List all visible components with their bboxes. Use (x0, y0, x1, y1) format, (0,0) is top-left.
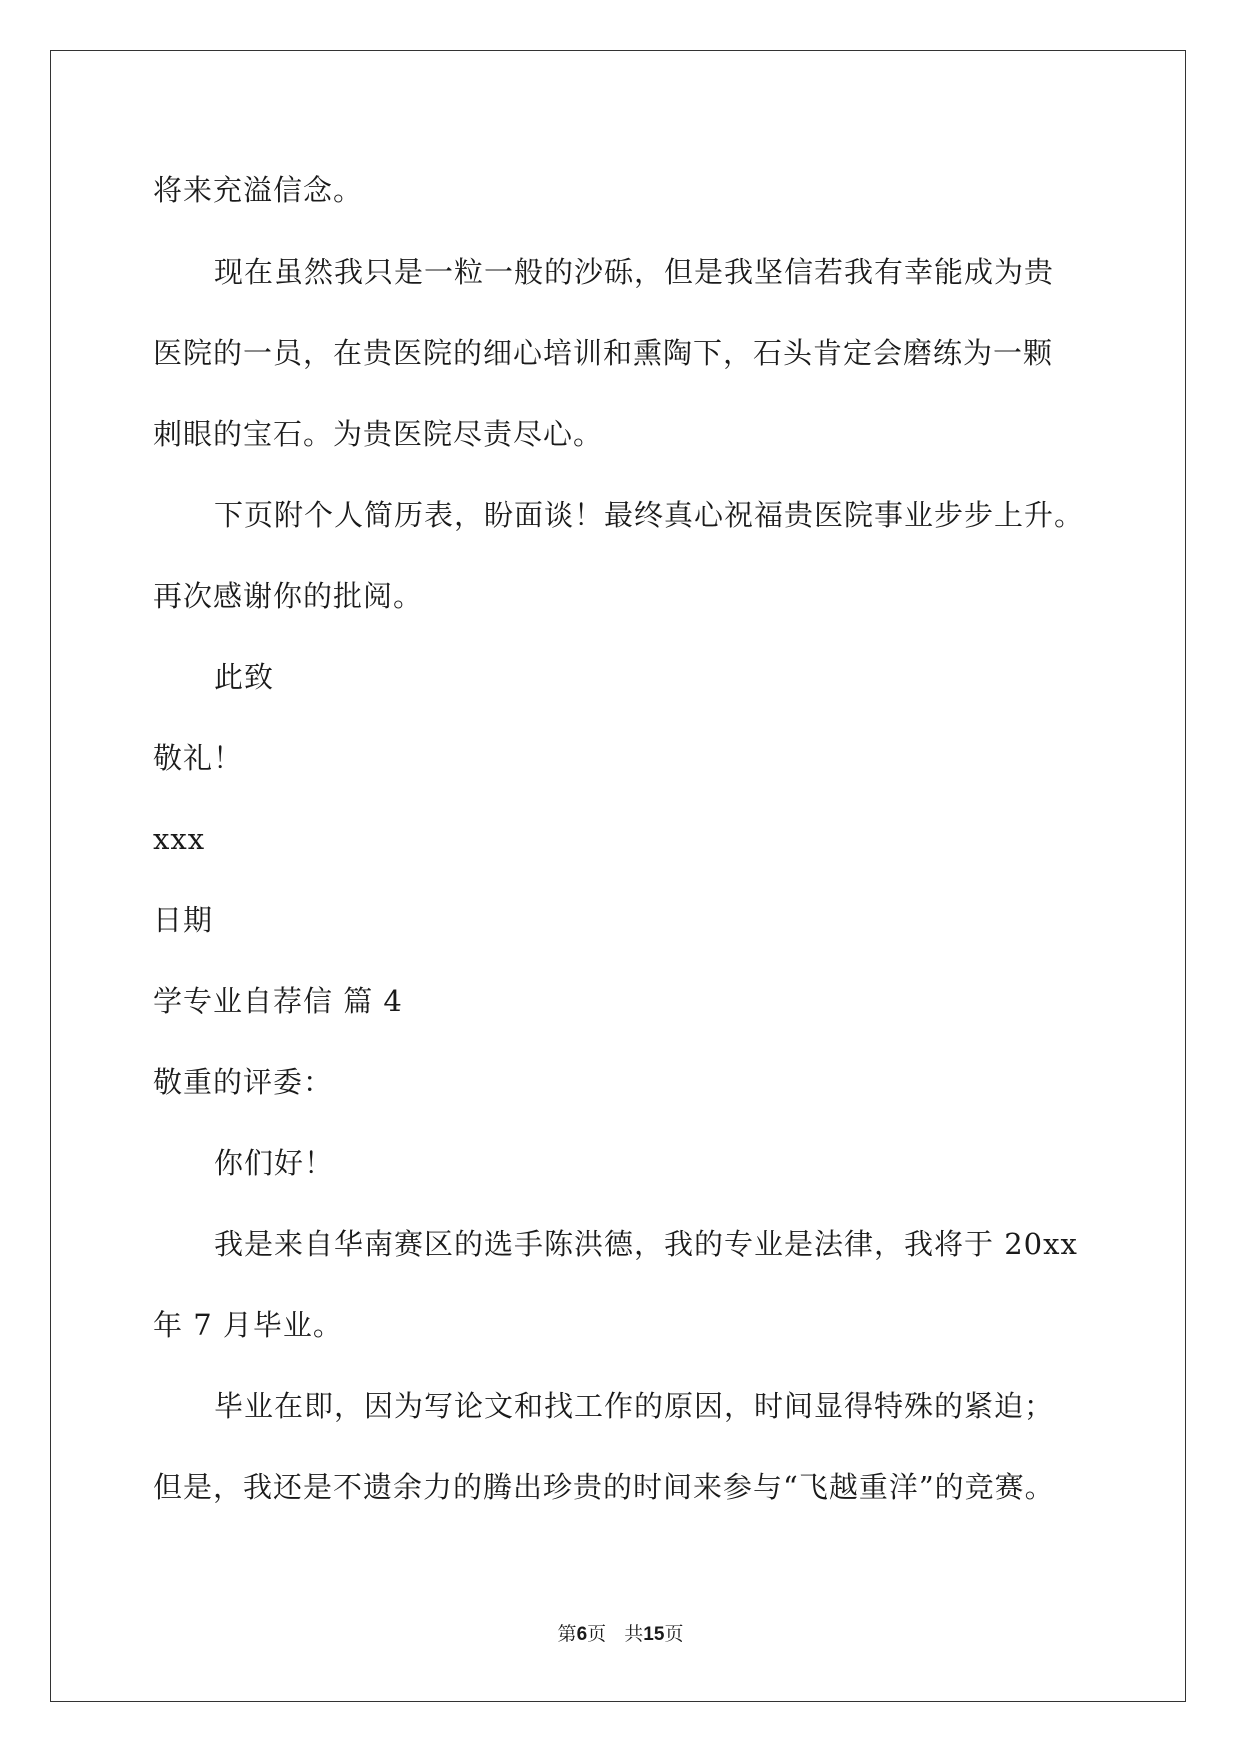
footer-page-suffix: 页 (587, 1623, 607, 1645)
current-page-number: 6 (576, 1624, 588, 1645)
page-footer (0, 1622, 1241, 1647)
body-line: 刺眼的宝石。为贵医院尽责尽心。 (153, 417, 604, 451)
body-line: 将来充溢信念。 (153, 173, 364, 207)
body-line: 年 7 月毕业。 (153, 1308, 343, 1342)
footer-total-suffix: 页 (664, 1623, 684, 1645)
body-line: 下页附个人简历表，盼面谈！最终真心祝福贵医院事业步步上升。 (214, 498, 1085, 532)
greeting-line: 敬重的评委： (153, 1065, 334, 1099)
date-line: 日期 (153, 903, 214, 937)
page-border (50, 50, 1186, 1702)
closing-line: 此致 (214, 660, 275, 694)
footer-prefix: 第 (557, 1623, 577, 1645)
total-pages-number: 15 (643, 1624, 665, 1645)
body-line: 再次感谢你的批阅。 (153, 579, 424, 613)
body-line: 我是来自华南赛区的选手陈洪德，我的专业是法律，我将于 20xx (214, 1227, 1078, 1261)
salutation-line: 敬礼！ (153, 741, 244, 775)
signature-line: xxx (153, 822, 206, 856)
body-line: 但是，我还是不遗余力的腾出珍贵的时间来参与“飞越重洋”的竞赛。 (153, 1470, 1055, 1504)
body-line: 你们好！ (214, 1146, 335, 1180)
footer-total-prefix: 共 (624, 1623, 644, 1645)
body-line: 现在虽然我只是一粒一般的沙砾，但是我坚信若我有幸能成为贵 (214, 255, 1055, 289)
body-line: 医院的一员，在贵医院的细心培训和熏陶下，石头肯定会磨练为一颗 (153, 336, 1054, 370)
body-line: 毕业在即，因为写论文和找工作的原因，时间显得特殊的紧迫； (214, 1389, 1055, 1423)
section-heading: 学专业自荐信 篇 4 (153, 984, 403, 1018)
